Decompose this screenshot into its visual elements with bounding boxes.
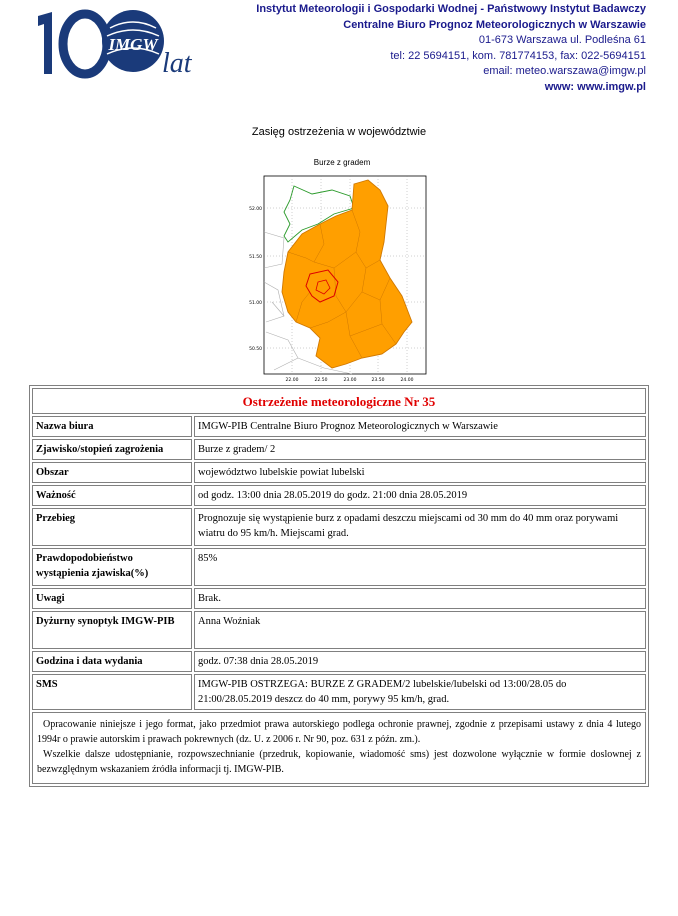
row-value-forecaster: Anna Woźniak <box>194 611 646 649</box>
warning-table <box>29 385 649 787</box>
warning-area-map <box>249 172 430 384</box>
svg-text:23.00: 23.00 <box>343 378 357 383</box>
row-label-probability: Prawdopodobieństwo wystąpienia zjawiska(%) <box>32 548 192 586</box>
row-label-sms: SMS <box>32 674 192 710</box>
warning-title: Ostrzeżenie meteorologiczne Nr 35 <box>32 388 646 414</box>
footer-row <box>32 712 646 784</box>
svg-text:52.00: 52.00 <box>249 207 262 212</box>
warning-title-row <box>32 388 646 414</box>
row-value-sms: IMGW-PIB OSTRZEGA: BURZE Z GRADEM/2 lubelskie/lubelski od 13:00/28.05 do 21:00/28.05.2019 deszcz do 40 mm, porywy 95 km/h, grad. <box>194 674 646 710</box>
institute-header <box>256 2 646 95</box>
row-label-issued: Godzina i data wydania <box>32 651 192 672</box>
table-row <box>32 651 646 672</box>
row-label-area: Obszar <box>32 462 192 483</box>
website: www: www.imgw.pl <box>544 80 646 93</box>
table-row <box>32 416 646 437</box>
document-title: Zasięg ostrzeżenia w województwie <box>251 126 427 138</box>
table-row <box>32 485 646 506</box>
imgw-100-lat-logo <box>30 8 220 80</box>
table-row <box>32 611 646 649</box>
svg-text:IMGW: IMGW <box>108 35 158 54</box>
map-title: Burze z gradem <box>313 158 371 167</box>
row-value-issued: godz. 07:38 dnia 28.05.2019 <box>194 651 646 672</box>
distribution-paragraph: Wszelkie dalsze udostępnianie, rozpowszechnianie (przedruk, kopiowanie, wiadomość sms) jest dozwolone wyłącznie w formie doslownej z bezwzględnym wskazaniem źródła informacji tj. IMGW-PIB. <box>37 749 641 775</box>
table-row <box>32 674 646 710</box>
institute-name: Instytut Meteorologii i Gospodarki Wodnej - Państwowy Instytut Badawczy <box>256 3 646 15</box>
row-label-remarks: Uwagi <box>32 588 192 609</box>
svg-text:22.50: 22.50 <box>314 378 328 383</box>
svg-text:24.00: 24.00 <box>400 378 414 383</box>
row-value-area: województwo lubelskie powiat lubelski <box>194 462 646 483</box>
row-value-probability: 85% <box>194 548 646 586</box>
row-label-office: Nazwa biura <box>32 416 192 437</box>
row-value-phenomenon: Burze z gradem/ 2 <box>194 439 646 460</box>
svg-text:lat: lat <box>162 48 192 79</box>
row-value-remarks: Brak. <box>194 588 646 609</box>
row-value-validity: od godz. 13:00 dnia 28.05.2019 do godz. 21:00 dnia 28.05.2019 <box>194 485 646 506</box>
svg-text:22.00: 22.00 <box>285 378 299 383</box>
svg-text:23.50: 23.50 <box>371 378 385 383</box>
row-value-office: IMGW-PIB Centralne Biuro Prognoz Meteorologicznych w Warszawie <box>194 416 646 437</box>
phone: tel: 22 5694151, kom. 781774153, fax: 022-5694151 <box>390 49 646 62</box>
bureau-name: Centralne Biuro Prognoz Meteorologicznych w Warszawie <box>343 18 646 31</box>
email: email: meteo.warszawa@imgw.pl <box>483 65 646 77</box>
svg-text:51.00: 51.00 <box>249 301 262 306</box>
row-value-course: Prognozuje się wystąpienie burz z opadami deszczu miejscami od 30 mm do 40 mm oraz porywami wiatru do 95 km/h. Miejscami grad. <box>194 508 646 546</box>
copyright-notice <box>32 712 646 784</box>
row-label-validity: Ważność <box>32 485 192 506</box>
table-row <box>32 508 646 546</box>
row-label-course: Przebieg <box>32 508 192 546</box>
address: 01-673 Warszawa ul. Podleśna 61 <box>478 34 646 46</box>
row-label-forecaster: Dyżurny synoptyk IMGW-PIB <box>32 611 192 649</box>
table-row <box>32 588 646 609</box>
svg-text:51.50: 51.50 <box>249 255 262 260</box>
svg-text:50.50: 50.50 <box>249 347 262 352</box>
table-row <box>32 462 646 483</box>
table-row <box>32 548 646 586</box>
table-row <box>32 439 646 460</box>
copyright-paragraph: Opracowanie niniejsze i jego format, jako przedmiot prawa autorskiego podlega ochronie prawnej, zgodnie z przepisami ustawy z dnia 4 lutego 1994r o prawie autorskim i prawach pokrewnych (dz. U. z 2006 r. Nr 90, poz. 631 z późn. zm.). <box>37 719 641 745</box>
row-label-phenomenon: Zjawisko/stopień zagrożenia <box>32 439 192 460</box>
